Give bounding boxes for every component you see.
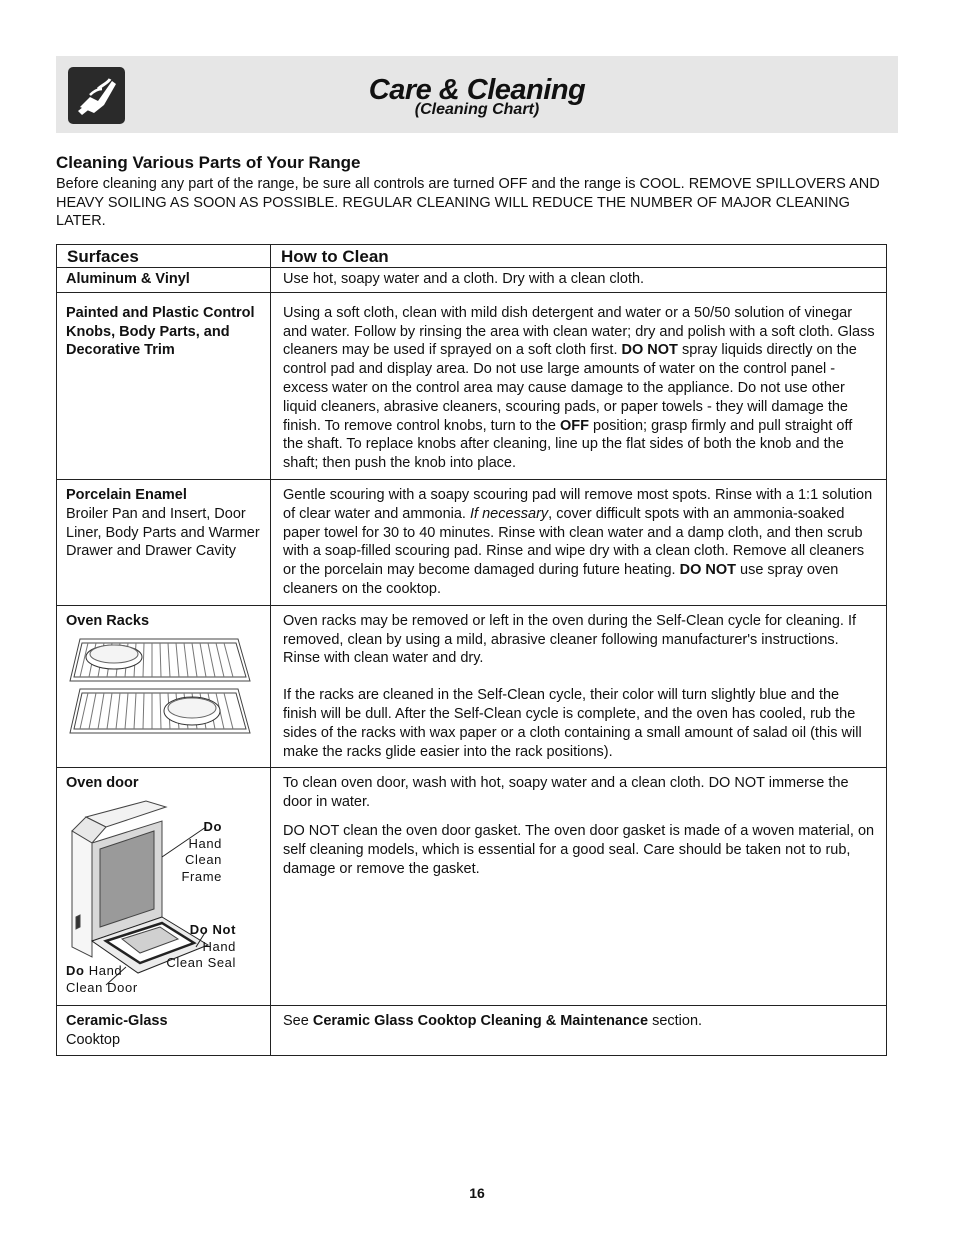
seal-label — [166, 922, 236, 972]
how-to-clean-text: use spray oven cleaners on the cooktop. — [283, 562, 839, 597]
hand-cleaning-icon — [68, 67, 125, 124]
page-title: Care & Cleaning — [368, 74, 586, 106]
how-to-clean-text: section. — [652, 1013, 703, 1030]
how-to-clean-paragraph: To clean oven door, wash with hot, soapy water and a clean cloth. DO NOT immerse the door in water. — [283, 775, 849, 811]
how-to-clean-emphasis: DO NOT — [621, 342, 678, 359]
table-row — [57, 479, 887, 605]
surface-title: Oven Racks — [66, 612, 150, 629]
how-to-clean-emphasis: OFF — [560, 417, 589, 434]
frame-label-bold: Do — [203, 819, 222, 835]
how-to-clean-emphasis: Ceramic Glass Cooktop Cleaning & Maintenance — [312, 1013, 649, 1030]
door-label-line: Clean Door — [66, 979, 138, 995]
how-to-clean-text: position; grasp firmly and pull straight off the shaft. To replace knobs after cleaning, line up the flat sides of both the knob and the shaft; then push the knob into place. — [283, 417, 853, 472]
surface-title: Ceramic-Glass — [66, 1013, 168, 1030]
how-to-clean-text: See — [283, 1013, 309, 1030]
column-header-how-to-clean: How to Clean — [271, 245, 887, 268]
surface-title: Oven door — [66, 775, 139, 792]
surface-title: Aluminum & Vinyl — [66, 271, 190, 287]
column-header-surfaces: Surfaces — [57, 245, 271, 268]
table-row — [57, 768, 887, 1006]
how-to-clean-text: Using a soft cloth, clean with mild dish detergent and water or a 50/50 solution of vinegar and water. Follow by rinsing the area with clean water; dry and polish with a soft cloth. Glass cleaners may be used if sprayed on a soft cloth first. — [283, 304, 875, 359]
surface-detail: Broiler Pan and Insert, Door Liner, Body Parts and Warmer Drawer and Drawer Cavity — [66, 505, 260, 560]
table-row — [57, 268, 887, 293]
table-header-row — [57, 245, 887, 268]
how-to-clean-italic: If necessary — [469, 505, 549, 522]
how-to-clean-paragraph: If the racks are cleaned in the Self-Clean cycle, their color will turn slightly blue and the finish will be dull. After the Self-Clean cycle is complete, and the oven has cooled, rub the sides of the racks with wax paper or a cloth containing a small amount of salad oil (this will make the racks glide easier into the rack positions). — [283, 687, 862, 760]
section-heading: Cleaning Various Parts of Your Range — [56, 153, 361, 172]
cleaning-chart-table — [56, 244, 887, 1056]
oven-door-figure — [66, 797, 256, 997]
surface-title: Painted and Plastic Control Knobs, Body Parts, and Decorative Trim — [66, 304, 255, 359]
frame-label-line: Clean — [185, 852, 222, 868]
surface-title: Porcelain Enamel — [66, 486, 187, 503]
how-to-clean-text: Use hot, soapy water and a cloth. Dry with a clean cloth. — [283, 271, 645, 287]
frame-label — [181, 819, 222, 885]
seal-label-line: Hand — [202, 938, 236, 954]
table-row — [57, 605, 887, 768]
how-to-clean-paragraph: DO NOT clean the oven door gasket. The oven door gasket is made of a woven material, on self cleaning models, which is essential for a good seal. Care should be taken not to rub, damage or remove the gasket. — [283, 822, 875, 877]
page-subtitle: (Cleaning Chart) — [414, 101, 540, 118]
how-to-clean-text: spray liquids directly on the control pad and display area. Do not use large amounts of water on the control panel - excess water on the control area may cause damage to the appliance. Do not use other liquid cleaners, abrasive cleaners, scouring pads, or paper towels - they will damage the finish. To remove control knobs, turn to the — [283, 342, 857, 434]
seal-label-bold: Do Not — [189, 922, 236, 938]
how-to-clean-text: , cover difficult spots with an ammonia-soaked paper towel for 30 to 40 minutes. Rinse with clean water and a damp cloth, and then scrub with a soap-filled scouring pad. Rinse and wipe dry with a clean cloth. Remove all cleaners or the porcelain may become damaged during future heating. — [283, 505, 865, 579]
surface-detail: Cooktop — [66, 1031, 121, 1048]
oven-racks-illustration — [66, 635, 252, 739]
frame-label-line: Frame — [181, 868, 222, 884]
door-label-bold: Do — [66, 963, 85, 979]
table-row — [57, 292, 887, 479]
page-number: 16 — [469, 1185, 485, 1201]
intro-paragraph: Before cleaning any part of the range, be sure all controls are turned OFF and the range is COOL. REMOVE SPILLOVERS AND HEAVY SOILING AS SOON AS POSSIBLE. REGULAR CLEANING WILL REDUCE THE NUMBER OF MAJOR CLEANING LATER. — [56, 176, 880, 229]
seal-label-line: Clean Seal — [166, 955, 236, 971]
table-row — [57, 1006, 887, 1056]
door-label — [66, 963, 138, 996]
door-label-line: Hand — [88, 963, 123, 979]
frame-label-line: Hand — [188, 835, 222, 851]
how-to-clean-emphasis: DO NOT — [679, 562, 736, 579]
how-to-clean-paragraph: Oven racks may be removed or left in the oven during the Self-Clean cycle for cleaning. If removed, clean by using a mild, abrasive cleaner following manufacturer's instructions. Rinse with clean water and dry. — [283, 612, 857, 667]
how-to-clean-text: Gentle scouring with a soapy scouring pad will remove most spots. Rinse with a 1:1 solution of clear water and ammonia. — [283, 486, 873, 522]
